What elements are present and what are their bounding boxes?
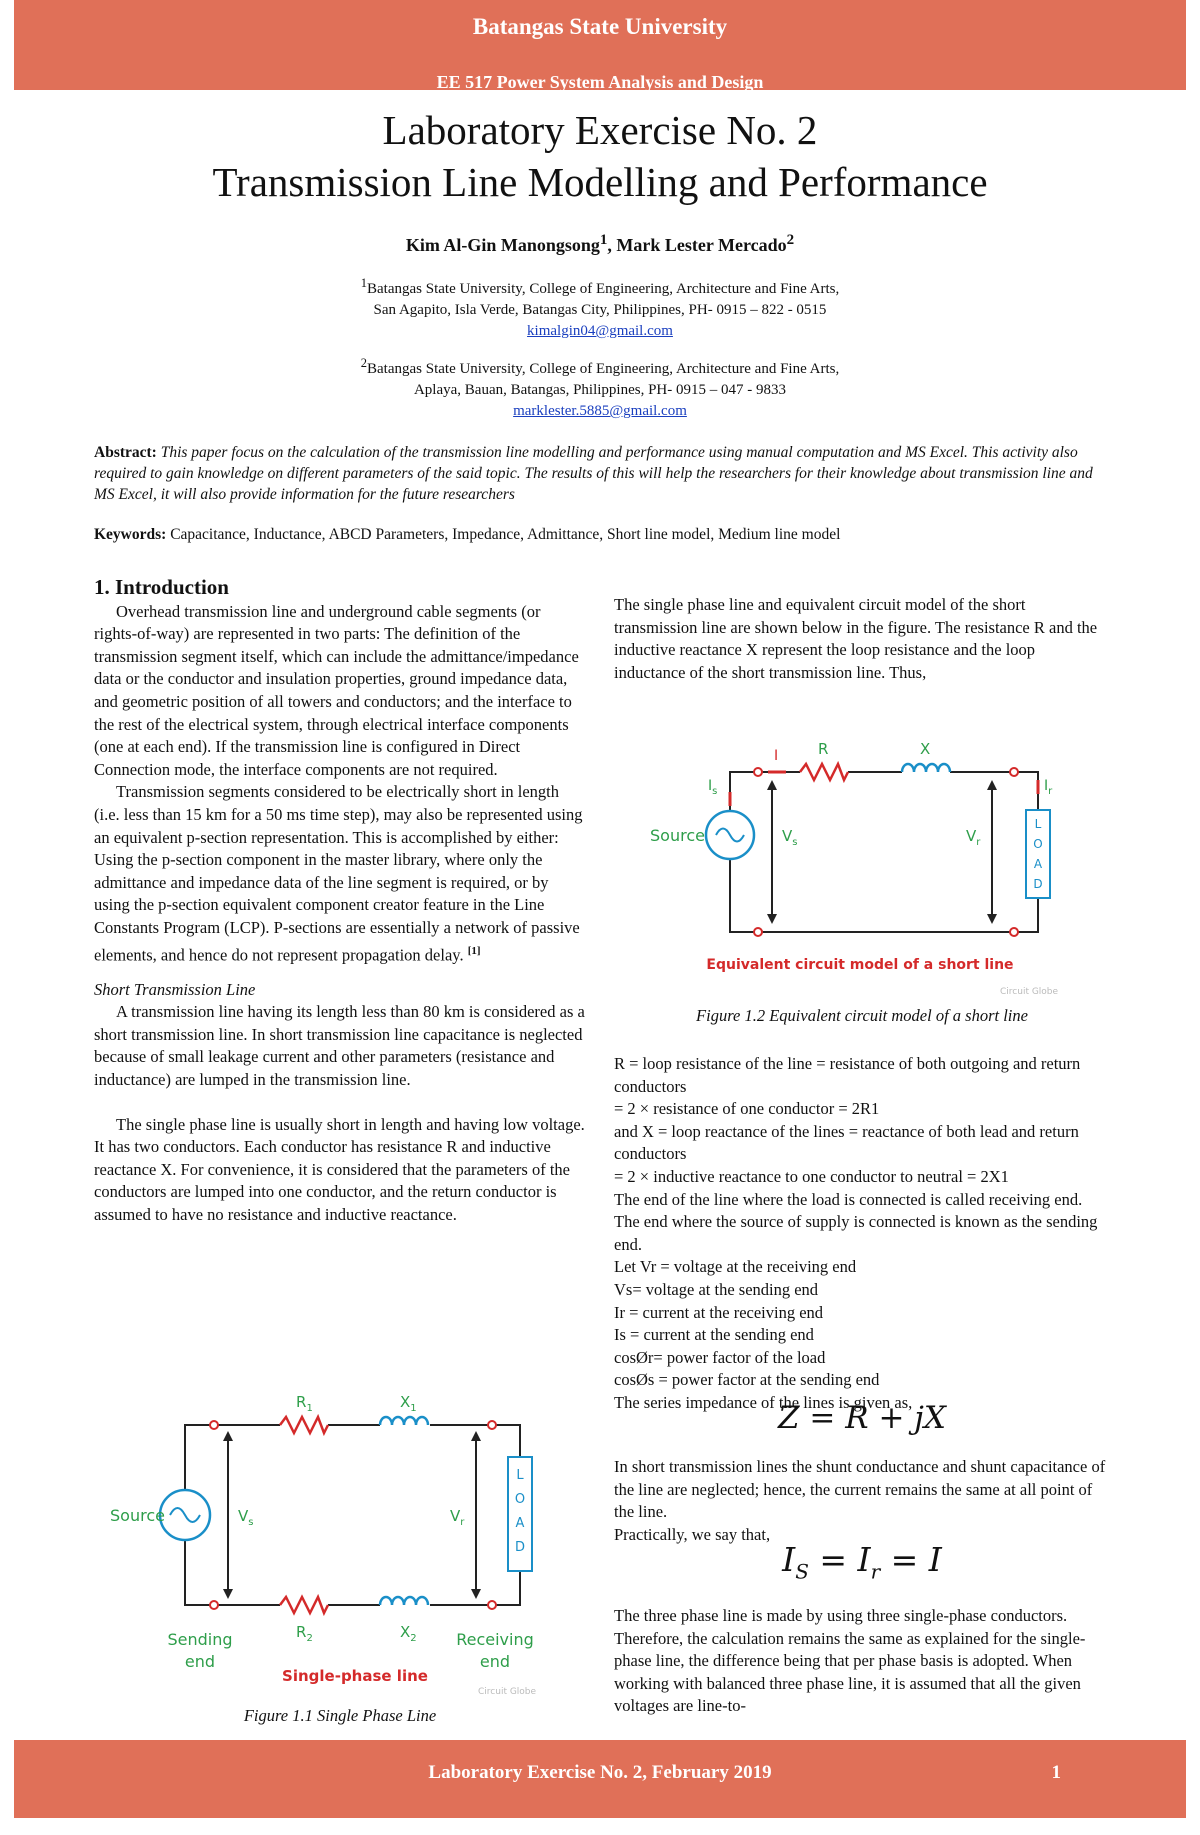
eq-terminal-3 [1010,768,1018,776]
author-1: Kim Al-Gin Manongsong [405,235,600,255]
inductor-x1 [380,1417,428,1425]
figure2-caption: Figure 1.2 Equivalent circuit model of a short line [696,1006,1028,1025]
affiliation-1-sup: 1 [360,276,367,290]
eq-load-letter-4: D [1033,877,1043,891]
eq-label-vr: $V_r$ [966,827,981,848]
page-number: 1 [1051,1762,1061,1783]
label-r2: $R_2$ [296,1623,313,1644]
left-column [94,576,586,1227]
intro-heading: 1. Introduction [94,575,229,599]
label-receiving-2: end [479,1652,511,1671]
intro-paragraph-2-text: Transmission segments considered to be electrically short in length (i.e. less than 15 km for a 50 ms time step), may also be represented using an equivalent p-section representation. This is accomplished by either: Using the p-section component in the master library, where only the admittance and impedance data of the line segment is required, or by using the p-section equivalent component creator feature in the Line Constants Program (LCP). P-sections are essentially a network of passive elements, and hence do not represent propagation delay. [94,782,583,964]
vr-arrow-up-icon [471,1431,481,1441]
intro-paragraph-1: Overhead transmission line and underground cable segments (or rights-of-way) are represented in two parts: The definition of the transmission segment itself, which can include the admittance/impedance data or the conductor and insulation properties, ground impedance data, and geometric position of all towers and conductors; and the interface to the rest of the electrical system, through electrical interface components (one at each end). If the transmission line is configured in Direct Connection mode, the interface components are not required. [94,601,579,779]
def-line-8: Ir = current at the receiving end [614,1302,824,1322]
title-line-2: Transmission Line Modelling and Performance [212,159,988,205]
label-x2: $X_2$ [400,1623,417,1644]
abstract [94,442,1104,505]
eq-figure-title: Equivalent circuit model of a short line [706,957,1014,973]
short-line-paragraph-2: The single phase line is usually short in length and having low voltage. It has two conductors. Each conductor has resistance R and inductive reactance X. For convenience, it is considered that the parameters of the conductors are lumped into one conductor, and the return conductor is assumed to have no resistance and inductive reactance. [94,1114,585,1224]
figure1-caption: Figure 1.1 Single Phase Line [243,1706,437,1725]
label-source: Source [110,1506,165,1525]
eq-load-letter-3: A [1033,857,1043,871]
affiliation-2-line-1: Batangas State University, College of Engineering, Architecture and Fine Arts, [367,361,840,377]
terminal-sending-bottom [210,1601,218,1609]
keywords [94,526,1104,544]
def-line-7: Vs= voltage at the sending end [614,1279,819,1299]
right-intro: The single phase line and equivalent circuit model of the short transmission line are shown below in the figure. The resistance R and the inductive reactance X represent the loop resistance and the loop inductance of the short transmission line. Thus, [614,595,1098,682]
def-line-3: and X = loop reactance of the lines = reactance of both lead and return conductors [614,1121,1079,1164]
title-line-1: Laboratory Exercise No. 2 [382,107,818,153]
label-sending-2: end [184,1652,216,1671]
terminal-sending-top [210,1421,218,1429]
affiliation-1-line-2: San Agapito, Isla Verde, Batangas City, Philippines, PH- 0915 – 822 - 0515 [373,302,827,318]
university-name: Batangas State University [472,14,728,39]
label-vr: $V_r$ [450,1507,465,1528]
label-r1: $R_1$ [296,1393,313,1414]
eq-terminal-1 [754,768,762,776]
def-line-2: = 2 × resistance of one conductor = 2R1 [614,1099,880,1119]
eq-label-ir: $I_r$ [1044,778,1053,797]
reference-marker: [1] [467,944,481,957]
load-letter-2: O [514,1492,526,1507]
after-eq-paragraph-1: In short transmission lines the shunt conductance and shunt capacitance of the line are neglected; hence, the current remains the same at all point of the line. [614,1457,1106,1522]
paper-title [0,104,1200,208]
def-line-1: R = loop resistance of the line = resistance of both outgoing and return conductors [614,1054,1081,1096]
after-eq-paragraph-2: Practically, we say that, [614,1524,771,1544]
def-line-5: The end of the line where the load is connected is called receiving end. The end where the source of supply is connected is known as the sending end. [614,1189,1098,1254]
course-name: EE 517 Power System Analysis and Design [436,72,764,92]
abstract-label: Abstract: [94,444,157,461]
figure1-watermark: Circuit Globe [478,1687,537,1697]
page-header [14,0,1186,90]
equation-impedance: Z = R + jX [778,1400,946,1436]
resistor-r1 [280,1417,328,1433]
eq-load-letter-2: O [1033,837,1043,851]
def-line-6: Let Vr = voltage at the receiving end [614,1257,857,1277]
eq-label-x: X [920,740,931,758]
label-x1: $X_1$ [400,1393,417,1414]
terminal-receiving-top [488,1421,496,1429]
resistor-r2 [280,1597,328,1613]
eq-terminal-2 [754,928,762,936]
circuit-wires [185,1425,520,1605]
affiliation-2-sup: 2 [360,356,367,370]
keywords-text: Capacitance, Inductance, ABCD Parameters, Impedance, Admittance, Short line model, Medium line model [166,526,841,543]
intro-paragraph-2 [94,781,586,966]
definitions [614,1053,1110,1415]
terminal-receiving-bottom [488,1601,496,1609]
after-equation-1 [614,1456,1110,1546]
figure1-title: Single-phase line [282,1667,428,1685]
eq-label-r: R [818,740,829,758]
def-line-9: Is = current at the sending end [614,1325,814,1345]
page-footer [14,1740,1186,1818]
email-link-2[interactable]: marklester.5885@gmail.com [513,403,687,419]
vs-arrow-down-icon [223,1589,233,1599]
inductor-x2 [380,1597,428,1605]
label-sending-1: Sending [167,1630,233,1649]
figure2-watermark: Circuit Globe [1000,987,1059,997]
load-letter-4: D [514,1540,526,1555]
vs-arrow-up-icon [223,1431,233,1441]
keywords-label: Keywords: [94,526,167,543]
equation-current: $I_S = I_r = I$ [782,1540,942,1584]
short-line-heading: Short Transmission Line [94,979,256,999]
vr-arrow-down-icon [471,1589,481,1599]
footer-text: Laboratory Exercise No. 2, February 2019 [428,1762,772,1783]
affiliation-2 [0,353,1200,422]
eq-label-i: I [774,748,779,764]
eq-label-vs: $V_s$ [782,827,798,848]
affiliation-1 [0,273,1200,342]
author-2-sup: 2 [786,232,795,248]
label-vs: $V_s$ [238,1507,254,1528]
author-2: Mark Lester Mercado [616,235,787,255]
affiliation-1-line-1: Batangas State University, College of Engineering, Architecture and Fine Arts, [367,281,840,297]
author-separator: , [607,235,617,255]
load-letter-3: A [515,1516,525,1531]
three-phase-paragraph: The three phase line is made by using three single-phase conductors. Therefore, the calculation remains the same as explained for the single-phase line, the difference being that per phase basis is adopted. When working with balanced three phase line, it is assumed that all the given voltages are line-to- [614,1606,1086,1716]
def-line-11: cosØs = power factor at the sending end [614,1370,880,1390]
abstract-text: This paper focus on the calculation of the transmission line modelling and performance using manual computation and MS Excel. This activity also required to gain knowledge on different parameters of the said topic. The results of this will help the researchers for their knowledge about transmission line and MS Excel, it will also provide information for the future researchers [94,444,1093,503]
figure-equivalent-circuit [640,730,1060,980]
short-line-paragraph-1: A transmission line having its length less than 80 km is considered as a short transmission line. In short transmission line capacitance is neglected because of small leakage current and other parameters (resistance and inductance) are lumped in the transmission line. [94,1002,585,1089]
email-link-1[interactable]: kimalgin04@gmail.com [527,323,673,339]
authors [0,232,1200,256]
eq-load-letter-1: L [1034,817,1042,831]
figure-single-phase-line [110,1375,570,1695]
voltage-arrows [228,1435,476,1595]
author-1-sup: 1 [599,232,608,248]
load-letter-1: L [516,1468,524,1483]
def-line-4: = 2 × inductive reactance to one conductor to neutral = 2X1 [614,1166,1009,1186]
label-receiving-1: Receiving [456,1630,534,1649]
eq-terminal-4 [1010,928,1018,936]
affiliation-2-line-2: Aplaya, Bauan, Batangas, Philippines, PH- 0915 – 047 - 9833 [413,382,787,398]
def-line-10: cosØr= power factor of the load [614,1347,826,1367]
eq-label-is: $I_s$ [708,778,718,797]
def-line-12: The series impedance of the lines is given as, [614,1392,913,1412]
eq-label-source: Source [650,826,705,845]
